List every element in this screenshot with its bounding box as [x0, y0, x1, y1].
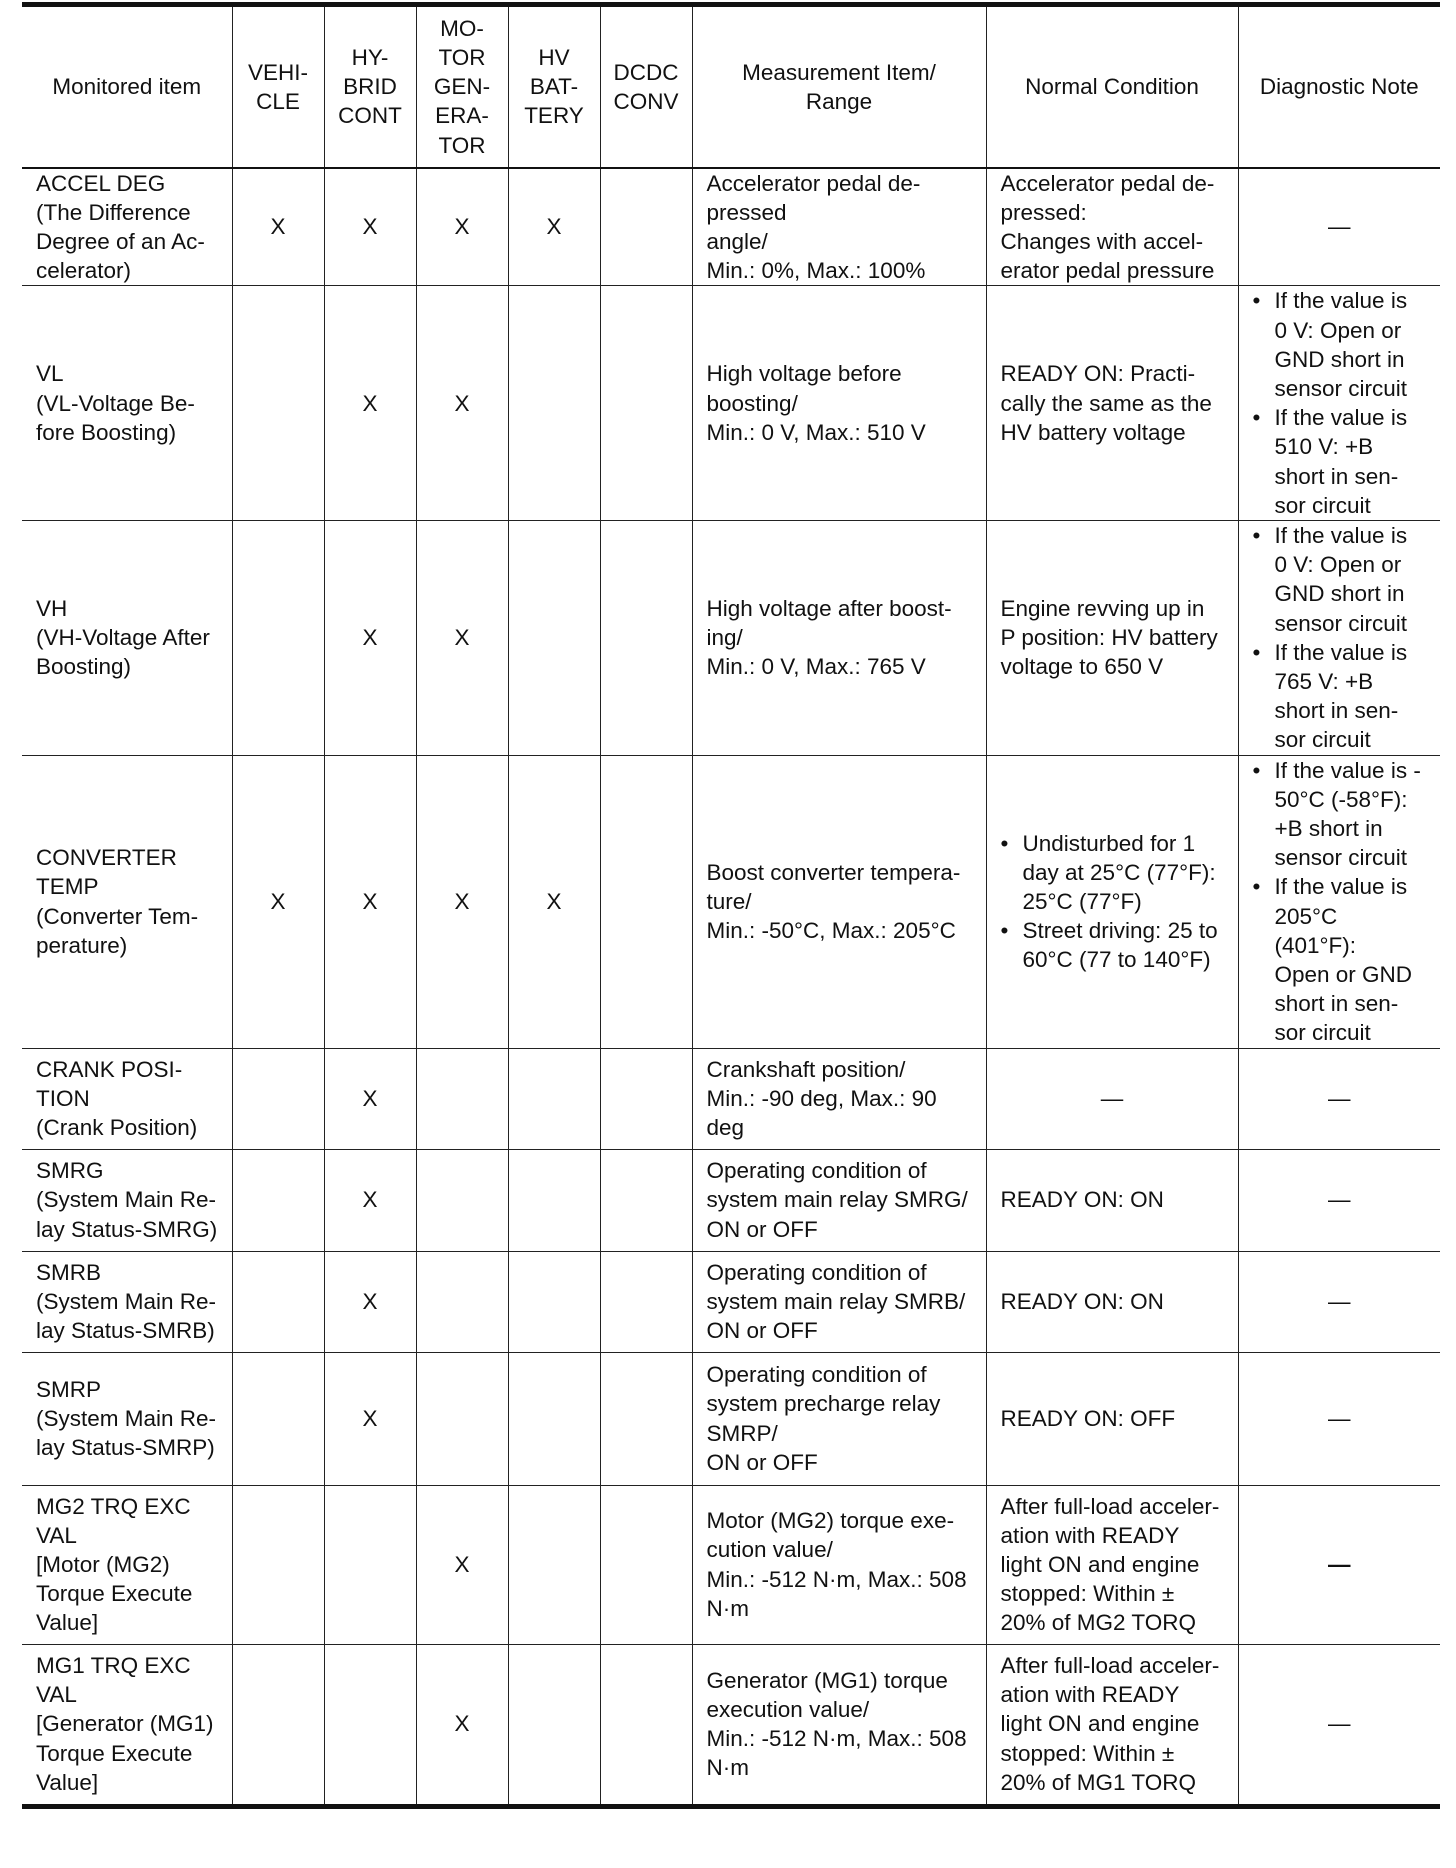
diagnostic-note-cell: — [1238, 1352, 1440, 1485]
table-row [22, 286, 1440, 521]
diagnostic-note-cell [1238, 755, 1440, 1048]
table-row [22, 1485, 1440, 1644]
header-vehicle: VEHI- CLE [232, 5, 324, 168]
normal-condition-cell: Engine revving up in P position: HV battery voltage to 650 V [986, 520, 1238, 755]
hv-battery-cell [508, 286, 600, 521]
hybrid-cont-cell: X [324, 168, 416, 286]
monitored-items-table [22, 2, 1440, 1809]
table-row [22, 168, 1440, 286]
table-row [22, 1352, 1440, 1485]
hv-battery-cell [508, 1048, 600, 1149]
motor-generator-cell [416, 1048, 508, 1149]
hybrid-cont-cell: X [324, 755, 416, 1048]
diagnostic-note-cell [1238, 520, 1440, 755]
monitored-item-cell: SMRP (System Main Re- lay Status-SMRP) [22, 1352, 232, 1485]
diagnostic-note-cell [1238, 286, 1440, 521]
hv-battery-cell [508, 1149, 600, 1251]
vehicle-cell [232, 1048, 324, 1149]
normal-condition-bullet: • Street driving: 25 to 60°C (77 to 140°F) [1001, 916, 1224, 974]
diagnostic-note-bullet: • If the value is 205°C (401°F): Open or GND short in sen- sor circuit [1253, 872, 1433, 1047]
table-row [22, 1644, 1440, 1806]
table-header-row [22, 5, 1440, 168]
diagnostic-note-cell: — [1238, 1048, 1440, 1149]
monitored-item-cell: CONVERTER TEMP (Converter Tem- perature) [22, 755, 232, 1048]
monitored-item-cell: VL (VL-Voltage Be- fore Boosting) [22, 286, 232, 521]
table-row [22, 755, 1440, 1048]
table-row [22, 1251, 1440, 1352]
dcdc-conv-cell [600, 168, 692, 286]
hv-battery-cell [508, 1352, 600, 1485]
normal-condition-cell: After full-load acceler- ation with READY light ON and engine stopped: Within ± 20% of MG1 TORQ [986, 1644, 1238, 1806]
normal-condition-bullet: • Undisturbed for 1 day at 25°C (77°F): 25°C (77°F) [1001, 829, 1224, 917]
vehicle-cell [232, 1149, 324, 1251]
diagnostic-note-bullet: • If the value is 510 V: +B short in sen- sor circuit [1253, 403, 1433, 520]
measurement-cell: Motor (MG2) torque exe- cution value/ Min.: -512 N·m, Max.: 508 N·m [692, 1485, 986, 1644]
vehicle-cell [232, 1251, 324, 1352]
diagnostic-note-bullet: • If the value is - 50°C (-58°F): +B short in sensor circuit [1253, 756, 1433, 873]
hv-battery-cell [508, 1251, 600, 1352]
measurement-cell: Accelerator pedal de- pressed angle/ Min.: 0%, Max.: 100% [692, 168, 986, 286]
hybrid-cont-cell: X [324, 286, 416, 521]
hv-battery-cell: X [508, 168, 600, 286]
diagnostic-note-bullet: • If the value is 0 V: Open or GND short in sensor circuit [1253, 521, 1433, 638]
dcdc-conv-cell [600, 1048, 692, 1149]
motor-generator-cell: X [416, 1644, 508, 1806]
table-row [22, 520, 1440, 755]
hybrid-cont-cell: X [324, 1149, 416, 1251]
monitored-item-cell: SMRB (System Main Re- lay Status-SMRB) [22, 1251, 232, 1352]
hybrid-cont-cell: X [324, 1352, 416, 1485]
dcdc-conv-cell [600, 755, 692, 1048]
measurement-cell: Operating condition of system main relay SMRB/ ON or OFF [692, 1251, 986, 1352]
hv-battery-cell: X [508, 755, 600, 1048]
hybrid-cont-cell [324, 1485, 416, 1644]
vehicle-cell [232, 520, 324, 755]
dcdc-conv-cell [600, 1485, 692, 1644]
hv-battery-cell [508, 520, 600, 755]
dcdc-conv-cell [600, 1352, 692, 1485]
motor-generator-cell: X [416, 755, 508, 1048]
vehicle-cell: X [232, 755, 324, 1048]
motor-generator-cell [416, 1352, 508, 1485]
measurement-cell: Generator (MG1) torque execution value/ Min.: -512 N·m, Max.: 508 N·m [692, 1644, 986, 1806]
vehicle-cell [232, 286, 324, 521]
normal-condition-cell: READY ON: ON [986, 1251, 1238, 1352]
measurement-cell: Crankshaft position/ Min.: -90 deg, Max.: 90 deg [692, 1048, 986, 1149]
vehicle-cell [232, 1485, 324, 1644]
header-dcdc-conv: DCDC CONV [600, 5, 692, 168]
diagnostic-note-cell: — [1238, 1485, 1440, 1644]
normal-condition-cell: READY ON: OFF [986, 1352, 1238, 1485]
diagnostic-note-bullet: • If the value is 0 V: Open or GND short in sensor circuit [1253, 286, 1433, 403]
hybrid-cont-cell [324, 1644, 416, 1806]
diagnostic-note-cell: — [1238, 168, 1440, 286]
dcdc-conv-cell [600, 1251, 692, 1352]
motor-generator-cell: X [416, 520, 508, 755]
vehicle-cell [232, 1644, 324, 1806]
table-row [22, 1048, 1440, 1149]
table-row [22, 1149, 1440, 1251]
header-monitored-item: Monitored item [22, 5, 232, 168]
normal-condition-cell: READY ON: ON [986, 1149, 1238, 1251]
dcdc-conv-cell [600, 1149, 692, 1251]
motor-generator-cell: X [416, 286, 508, 521]
normal-condition-cell [986, 755, 1238, 1048]
monitored-item-cell: ACCEL DEG (The Difference Degree of an Ac- celerator) [22, 168, 232, 286]
diagnostic-note-cell: — [1238, 1644, 1440, 1806]
motor-generator-cell: X [416, 1485, 508, 1644]
monitored-item-cell: SMRG (System Main Re- lay Status-SMRG) [22, 1149, 232, 1251]
hybrid-cont-cell: X [324, 1251, 416, 1352]
header-motor-generator: MO- TOR GEN- ERA- TOR [416, 5, 508, 168]
diagnostic-note-bullet: • If the value is 765 V: +B short in sen- sor circuit [1253, 638, 1433, 755]
measurement-cell: High voltage before boosting/ Min.: 0 V, Max.: 510 V [692, 286, 986, 521]
normal-condition-cell: — [986, 1048, 1238, 1149]
measurement-cell: High voltage after boost- ing/ Min.: 0 V, Max.: 765 V [692, 520, 986, 755]
document-page [22, 2, 1440, 1809]
monitored-item-cell: MG1 TRQ EXC VAL [Generator (MG1) Torque Execute Value] [22, 1644, 232, 1806]
header-hybrid-cont: HY- BRID CONT [324, 5, 416, 168]
vehicle-cell: X [232, 168, 324, 286]
measurement-cell: Operating condition of system precharge relay SMRP/ ON or OFF [692, 1352, 986, 1485]
monitored-item-cell: MG2 TRQ EXC VAL [Motor (MG2) Torque Execute Value] [22, 1485, 232, 1644]
measurement-cell: Boost converter tempera- ture/ Min.: -50°C, Max.: 205°C [692, 755, 986, 1048]
measurement-cell: Operating condition of system main relay SMRG/ ON or OFF [692, 1149, 986, 1251]
normal-condition-cell: READY ON: Practi- cally the same as the HV battery voltage [986, 286, 1238, 521]
diagnostic-note-cell: — [1238, 1251, 1440, 1352]
hybrid-cont-cell: X [324, 520, 416, 755]
dcdc-conv-cell [600, 286, 692, 521]
header-diagnostic-note: Diagnostic Note [1238, 5, 1440, 168]
normal-condition-cell: After full-load acceler- ation with READY light ON and engine stopped: Within ± 20% of MG2 TORQ [986, 1485, 1238, 1644]
motor-generator-cell [416, 1251, 508, 1352]
vehicle-cell [232, 1352, 324, 1485]
dcdc-conv-cell [600, 520, 692, 755]
header-hv-battery: HV BAT- TERY [508, 5, 600, 168]
motor-generator-cell: X [416, 168, 508, 286]
diagnostic-note-cell: — [1238, 1149, 1440, 1251]
monitored-item-cell: CRANK POSI- TION (Crank Position) [22, 1048, 232, 1149]
header-normal-condition: Normal Condition [986, 5, 1238, 168]
hv-battery-cell [508, 1485, 600, 1644]
hybrid-cont-cell: X [324, 1048, 416, 1149]
dcdc-conv-cell [600, 1644, 692, 1806]
motor-generator-cell [416, 1149, 508, 1251]
hv-battery-cell [508, 1644, 600, 1806]
normal-condition-cell: Accelerator pedal de- pressed: Changes with accel- erator pedal pressure [986, 168, 1238, 286]
monitored-item-cell: VH (VH-Voltage After Boosting) [22, 520, 232, 755]
header-measurement-range: Measurement Item/ Range [692, 5, 986, 168]
